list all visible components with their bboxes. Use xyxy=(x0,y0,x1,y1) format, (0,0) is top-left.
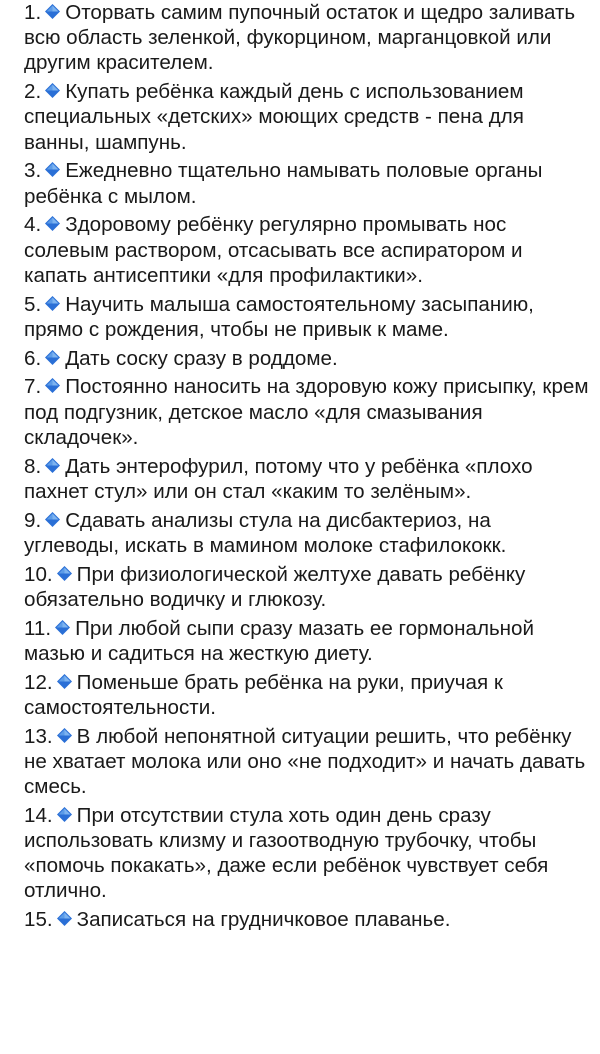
item-text: Ежедневно тщательно намывать половые органы ребёнка с мылом. xyxy=(24,159,543,208)
blue-diamond-icon xyxy=(55,620,70,635)
item-text: Дать энтерофурил, потому что у ребёнка «плохо пахнет стул» или он стал «каким то зелёным». xyxy=(24,454,533,503)
blue-diamond-icon xyxy=(45,216,60,231)
item-number: 14. xyxy=(24,803,53,827)
item-text: В любой непонятной ситуации решить, что ребёнку не хватает молока или оно «не подходит» и начать давать смесь. xyxy=(24,724,586,799)
list-item xyxy=(24,0,590,76)
item-text: Дать соску сразу в роддоме. xyxy=(65,346,338,370)
item-number: 15. xyxy=(24,908,53,932)
list-item xyxy=(24,724,590,800)
list-item xyxy=(24,562,590,612)
blue-diamond-icon xyxy=(45,4,60,19)
item-text: Оторвать самим пупочный остаток и щедро заливать всю область зеленкой, фукорцином, марганцовкой или другим красителем. xyxy=(24,1,576,75)
item-text: Записаться на грудничковое плаванье. xyxy=(76,908,451,932)
list-item xyxy=(24,374,590,450)
blue-diamond-icon xyxy=(45,378,60,393)
item-text: Поменьше брать ребёнка на руки, приучая к самостоятельности. xyxy=(24,670,503,719)
list-item xyxy=(24,670,590,720)
item-text: Сдавать анализы стула на дисбактериоз, на углеводы, искать в мамином молоке стафилококк. xyxy=(24,508,507,557)
blue-diamond-icon xyxy=(57,674,72,689)
list-item xyxy=(24,292,590,342)
blue-diamond-icon xyxy=(45,162,60,177)
list-item xyxy=(24,346,590,371)
item-number: 3. xyxy=(24,159,42,183)
blue-diamond-icon xyxy=(45,458,60,473)
numbered-list xyxy=(24,0,590,936)
list-item xyxy=(24,907,590,932)
list-item xyxy=(24,212,590,288)
list-item xyxy=(24,454,590,504)
list-item xyxy=(24,79,590,155)
blue-diamond-icon xyxy=(57,728,72,743)
item-text: Купать ребёнка каждый день с использованием специальных «детских» моющих средств - пена для ванны, шампунь. xyxy=(24,80,524,154)
item-text: Здоровому ребёнку регулярно промывать нос солевым раствором, отсасывать все аспиратором и капать антисептики «для профилактики». xyxy=(24,213,523,287)
item-text: Постоянно наносить на здоровую кожу присыпку, крем под подгузник, детское масло «для смазывания складочек». xyxy=(24,375,589,449)
item-number: 7. xyxy=(24,375,42,399)
blue-diamond-icon xyxy=(45,296,60,311)
item-text: При отсутствии стула хоть один день сразу использовать клизму и газоотводную трубочку, чтобы «помочь покакать», даже если ребёнок чувствует себя отлично. xyxy=(24,803,549,903)
blue-diamond-icon xyxy=(45,512,60,527)
item-number: 6. xyxy=(24,346,42,370)
blue-diamond-icon xyxy=(57,911,72,926)
item-number: 10. xyxy=(24,562,53,586)
item-number: 2. xyxy=(24,80,42,104)
item-number: 4. xyxy=(24,213,42,237)
item-text: При любой сыпи сразу мазать ее гормональной мазью и садиться на жесткую диету. xyxy=(24,616,535,665)
item-number: 5. xyxy=(24,292,42,316)
blue-diamond-icon xyxy=(45,83,60,98)
blue-diamond-icon xyxy=(57,566,72,581)
item-number: 9. xyxy=(24,508,42,532)
list-item xyxy=(24,508,590,558)
item-number: 8. xyxy=(24,454,42,478)
item-number: 13. xyxy=(24,724,53,748)
item-text: При физиологической желтухе давать ребёнку обязательно водичку и глюкозу. xyxy=(24,562,526,611)
item-text: Научить малыша самостоятельному засыпанию, прямо с рождения, чтобы не привык к маме. xyxy=(24,292,534,341)
list-item xyxy=(24,803,590,904)
item-number: 1. xyxy=(24,1,42,24)
list-item xyxy=(24,616,590,666)
item-number: 12. xyxy=(24,670,53,694)
list-item xyxy=(24,158,590,208)
blue-diamond-icon xyxy=(57,807,72,822)
blue-diamond-icon xyxy=(45,350,60,365)
item-number: 11. xyxy=(24,616,52,640)
